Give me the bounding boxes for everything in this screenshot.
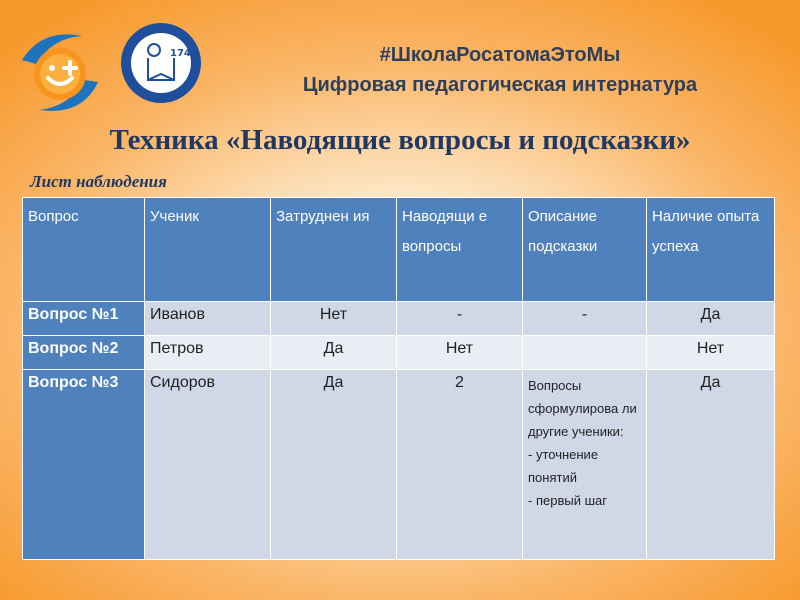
row-success: Да [647, 302, 775, 336]
lyceum-seal-icon [118, 18, 204, 108]
column-header-student: Ученик [145, 198, 271, 302]
row-question: Вопрос №1 [23, 302, 145, 336]
seal-number: 174 [170, 48, 191, 59]
row-difficulty: Нет [271, 302, 397, 336]
row-question: Вопрос №2 [23, 336, 145, 370]
hint-line: - уточнение понятий [528, 447, 599, 485]
observation-table [22, 197, 775, 560]
row-difficulty: Да [271, 370, 397, 560]
row-hint [523, 336, 647, 370]
hint-line: - первый шаг [528, 493, 607, 508]
table-row [23, 370, 775, 560]
row-student: Петров [145, 336, 271, 370]
row-hint: - [523, 302, 647, 336]
column-header-success: Наличие опыта успеха [647, 198, 775, 302]
row-leading: 2 [397, 370, 523, 560]
observation-table-wrapper [22, 197, 775, 560]
table-row [23, 302, 775, 336]
row-leading: - [397, 302, 523, 336]
row-success: Нет [647, 336, 775, 370]
rosatom-school-logo-icon [12, 24, 108, 120]
hashtag-header: #ШколаРосатомаЭтоМы [379, 44, 621, 66]
hint-line: Вопросы сформулирова ли другие ученики: [528, 378, 637, 439]
table-row [23, 336, 775, 370]
row-difficulty: Да [271, 336, 397, 370]
column-header-question: Вопрос [23, 198, 145, 302]
row-question: Вопрос №3 [23, 370, 145, 560]
table-header-row [23, 198, 775, 302]
row-student: Иванов [145, 302, 271, 336]
internship-subtitle: Цифровая педагогическая интернатура [302, 74, 698, 96]
column-header-leading-questions: Наводящи е вопросы [397, 198, 523, 302]
row-student: Сидоров [145, 370, 271, 560]
column-header-difficulty: Затруднен ия [271, 198, 397, 302]
sheet-label: Лист наблюдения [30, 172, 167, 191]
row-leading: Нет [397, 336, 523, 370]
row-success: Да [647, 370, 775, 560]
row-hint [523, 370, 647, 560]
page-title: Техника «Наводящие вопросы и подсказки» [109, 124, 691, 156]
column-header-hint-description: Описание подсказки [523, 198, 647, 302]
